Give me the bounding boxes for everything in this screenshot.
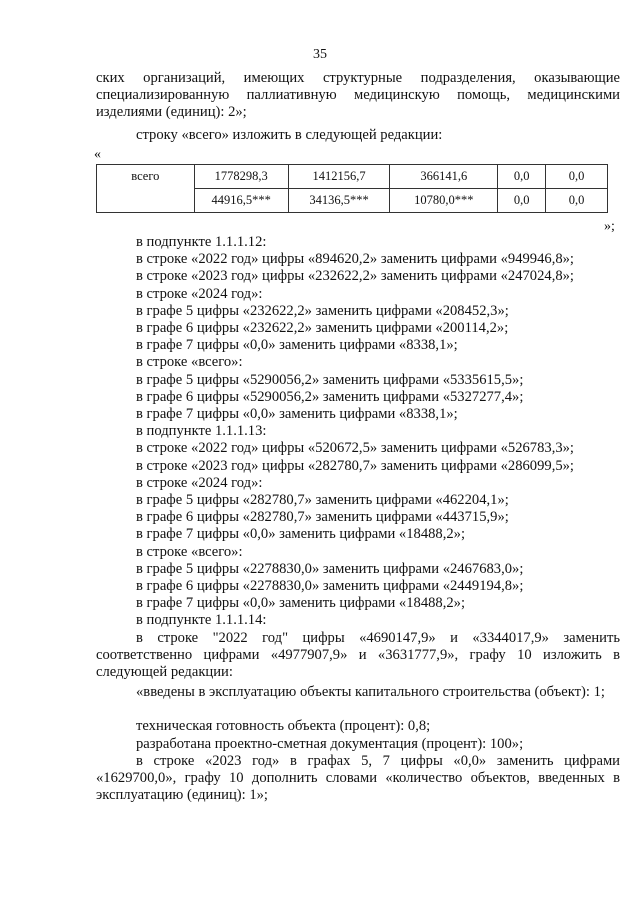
amendment-line: в графе 5 цифры «232622,2» заменить цифрами «208452,3»; (136, 302, 509, 319)
paragraph-2023 (96, 753, 620, 805)
table-cell: 0,0 (546, 165, 608, 189)
paragraph-2022-text: в строке "2022 год" цифры «4690147,9» и «3344017,9» заменить соответственно цифрами «4977907,9» и «3631777,9», графу 10 изложить в следующей редакции: (96, 629, 620, 680)
amendment-line: в графе 6 цифры «5290056,2» заменить цифрами «5327277,4»; (136, 388, 524, 405)
edit-instruction: строку «всего» изложить в следующей редакции: (136, 127, 443, 143)
paragraph-introduced (96, 684, 620, 701)
table-row (97, 165, 608, 189)
table-cell: 366141,6 (390, 165, 498, 189)
amendment-line: в графе 7 цифры «0,0» заменить цифрами «18488,2»; (136, 526, 466, 543)
amendment-line: в строке «2023 год» цифры «232622,2» заменить цифрами «247024,8»; (136, 268, 574, 285)
amendment-line: в строке «всего»: (136, 543, 243, 560)
amendment-line: в графе 5 цифры «282780,7» заменить цифрами «462204,1»; (136, 492, 509, 508)
amendment-line: в строке «2024 год»: (136, 474, 263, 491)
table-cell: 0,0 (498, 165, 546, 189)
paragraph-2023-text: в строке «2023 год» в графах 5, 7 цифры «0,0» заменить цифрами «1629700,0», графу 10 дополнить словами «количество объектов, введенных в эксплуатацию (единиц): 1»; (96, 752, 620, 804)
amendment-line: в строке «2022 год» цифры «520672,5» заменить цифрами «526783,3»; (136, 440, 574, 457)
table-cell: 10780,0*** (390, 189, 498, 213)
amendment-line: в подпункте 1.1.1.14: (136, 612, 267, 629)
amendment-line: в строке «2023 год» цифры «282780,7» заменить цифрами «286099,5»; (136, 457, 574, 474)
intro-text: ских организаций, имеющих структурные подразделения, оказывающие специализированную паллиативную медицинскую помощь, медицинскими изделиями (единиц): 2»; (96, 70, 620, 121)
table-close-quote: »; (604, 219, 615, 234)
amendment-line: в графе 5 цифры «2278830,0» заменить цифрами «2467683,0»; (136, 560, 524, 577)
amendment-line: в подпункте 1.1.1.13: (136, 423, 267, 440)
amendment-line: в графе 5 цифры «5290056,2» заменить цифрами «5335615,5»; (136, 371, 524, 388)
readiness-line: техническая готовность объекта (процент): 0,8; (136, 718, 431, 735)
intro-paragraph (96, 70, 620, 122)
table-cell: 0,0 (498, 189, 546, 213)
table-cell: 1412156,7 (288, 165, 390, 189)
table-cell: 0,0 (546, 189, 608, 213)
paragraph-2022 (96, 630, 620, 682)
amendment-line: в графе 7 цифры «0,0» заменить цифрами «8338,1»; (136, 406, 458, 422)
table-cell: 34136,5*** (288, 189, 390, 213)
table-label-cell: всего (97, 165, 195, 213)
amendment-line: в строке «всего»: (136, 354, 243, 371)
design-docs-line: разработана проектно-сметная документация (процент): 100»; (136, 735, 524, 752)
total-table (96, 164, 608, 213)
paragraph-introduced-text: «введены в эксплуатацию объекты капитального строительства (объект): 1; (136, 684, 605, 700)
amendment-line: в графе 6 цифры «232622,2» заменить цифрами «200114,2»; (136, 320, 509, 336)
amendment-line: в подпункте 1.1.1.12: (136, 234, 267, 250)
amendment-line: в графе 7 цифры «0,0» заменить цифрами «8338,1»; (136, 337, 458, 354)
amendment-line: в графе 6 цифры «2278830,0» заменить цифрами «2449194,8»; (136, 578, 524, 594)
amendment-line: в графе 6 цифры «282780,7» заменить цифрами «443715,9»; (136, 509, 509, 526)
amendment-line: в графе 7 цифры «0,0» заменить цифрами «18488,2»; (136, 595, 466, 612)
table-cell: 44916,5*** (194, 189, 288, 213)
amendment-line: в строке «2022 год» цифры «894620,2» заменить цифрами «949946,8»; (136, 251, 574, 268)
table-open-quote: « (94, 147, 101, 162)
page-number: 35 (313, 47, 327, 62)
amendment-line: в строке «2024 год»: (136, 285, 263, 302)
table-cell: 1778298,3 (194, 165, 288, 189)
